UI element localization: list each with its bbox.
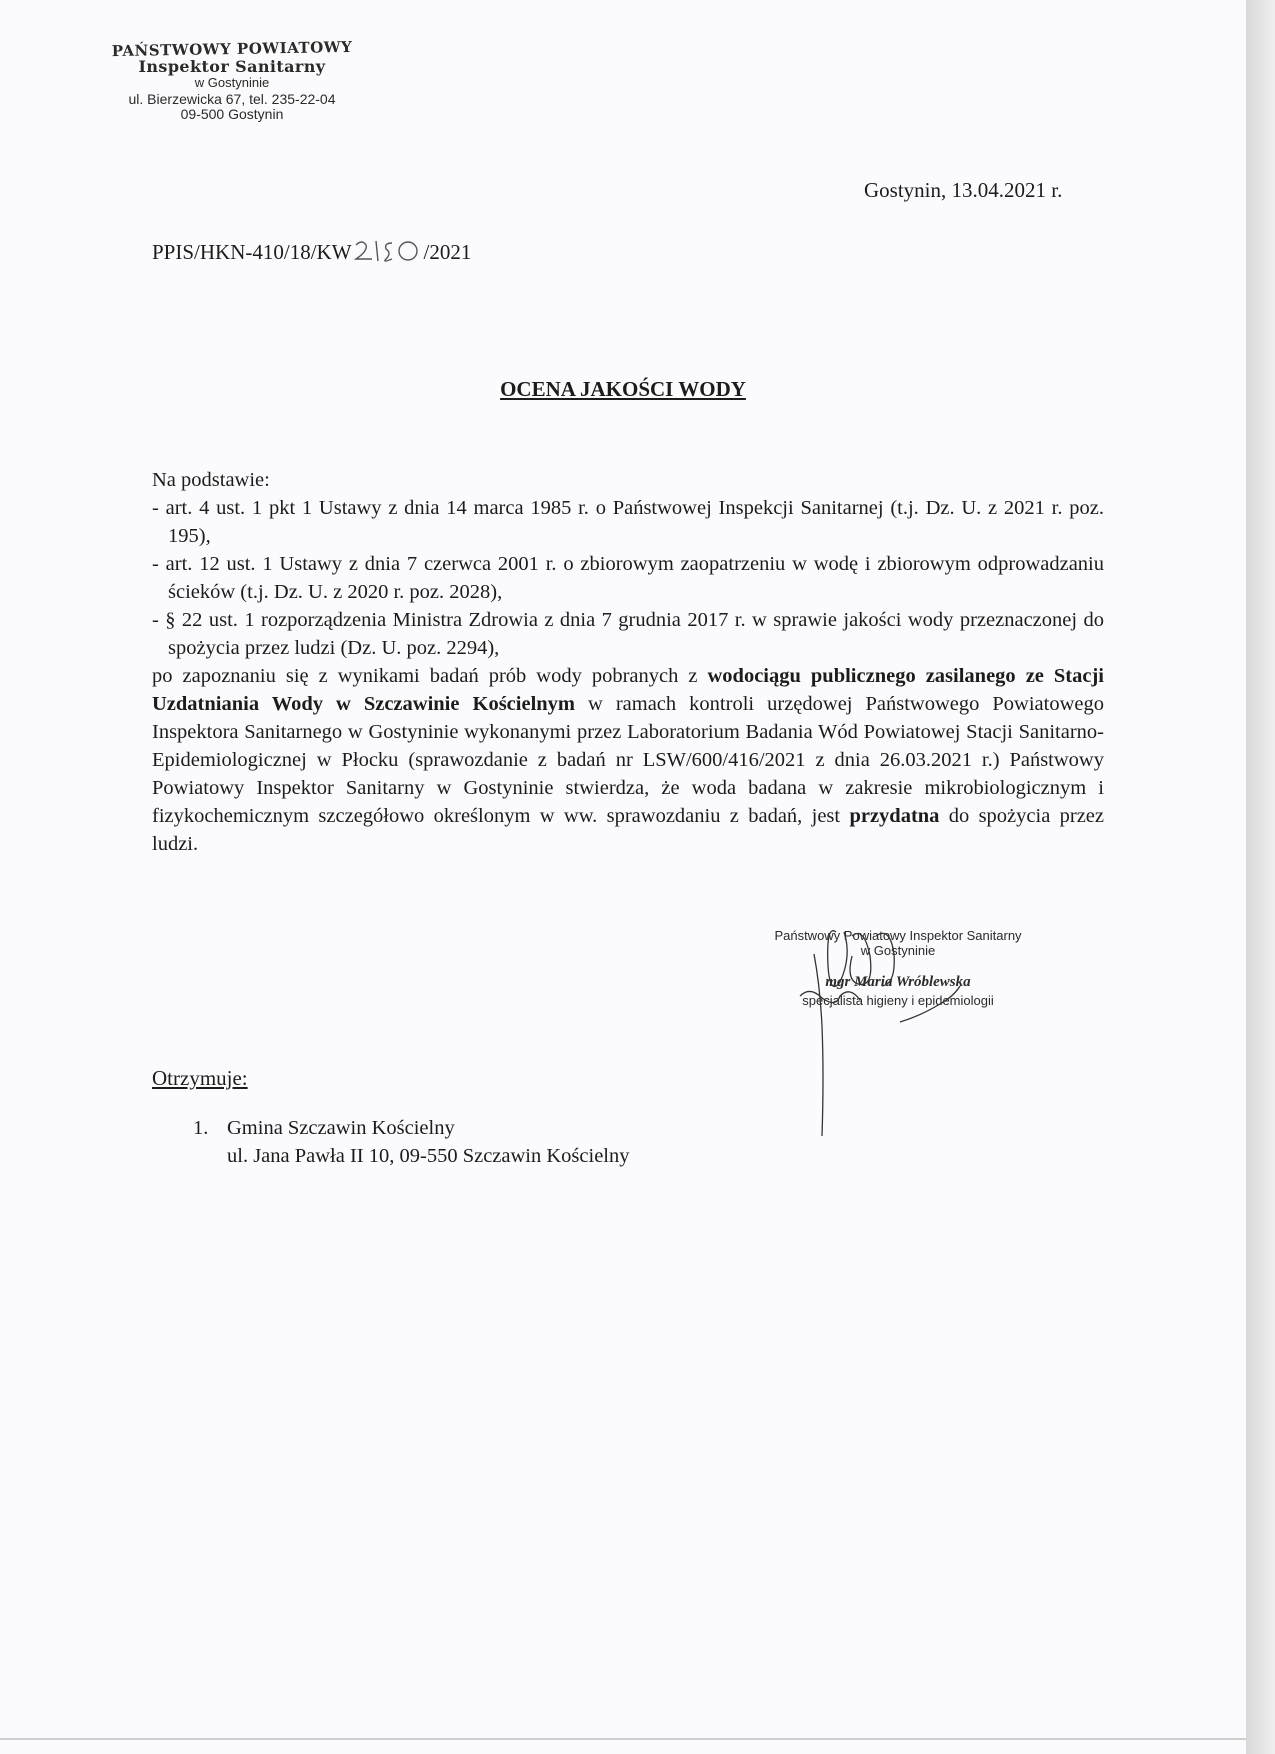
- signature-line-1: Państwowy Powiatowy Inspektor Sanitarny: [774, 928, 1022, 943]
- scan-margin: [1246, 0, 1275, 1754]
- signature-line-2: w Gostyninie: [860, 943, 936, 958]
- reference-prefix: PPIS/HKN-410/18/KW: [152, 240, 352, 264]
- finding-paragraph: [152, 662, 1104, 858]
- office-stamp: [82, 37, 382, 122]
- stamp-line-2: Inspektor Sanitarny: [138, 57, 326, 76]
- handwritten-number: [352, 237, 424, 265]
- reference-number: [152, 237, 471, 265]
- document-title: OCENA JAKOŚCI WODY: [500, 377, 746, 401]
- stamp-line-1: PAŃSTWOWY POWIATOWY: [111, 37, 353, 61]
- water-source: wodociągu publicznego zasilanego ze Stacji Uzdatniania Wody w Szczawinie Kościelnym: [152, 665, 1104, 715]
- finding-text: po zapoznaniu się z wynikami badań prób wody pobranych z: [152, 665, 708, 687]
- recipient-item: [193, 1114, 630, 1170]
- body-intro: Na podstawie:: [152, 469, 270, 491]
- stamp-line-4: ul. Bierzewicka 67, tel. 235-22-04: [128, 91, 336, 107]
- legal-basis-item: - § 22 ust. 1 rozporządzenia Ministra Zdrowia z dnia 7 grudnia 2017 r. w sprawie jakości wody przeznaczonej do spożycia przez ludzi (Dz. U. poz. 2294),: [152, 609, 1104, 659]
- scan-edge-line: [0, 1738, 1246, 1740]
- verdict: przydatna: [849, 805, 940, 827]
- recipient-address: ul. Jana Pawła II 10, 09-550 Szczawin Kościelny: [227, 1145, 630, 1167]
- recipient-number: 1.: [193, 1117, 209, 1139]
- stamp-line-3: w Gostyninie: [194, 75, 270, 90]
- recipients-label: Otrzymuje:: [152, 1066, 248, 1090]
- signatory-title: specjalista higieny i epidemiologii: [802, 993, 994, 1008]
- document-body: [152, 466, 1104, 858]
- finding-text: w ramach kontroli urzędowej Państwowego Powiatowego Inspektora Sanitarnego w Gostyninie wykonanymi przez Laboratorium Badania Wód Powiatowej Stacji Sanitarno-Epidemiologicznej w Płocku (sprawozdanie z badań nr LSW/600/416/2021 z dnia 26.03.2021 r.) Państwowy Powiatowy Inspektor Sanitarny w Gostyninie stwierdza, że woda badana w zakresie mikrobiologicznym i fizykochemicznym szczegółowo określonym w ww. sprawozdaniu z badań, jest: [152, 693, 1105, 827]
- recipient-name: Gmina Szczawin Kościelny: [227, 1117, 455, 1139]
- legal-basis-item: - art. 12 ust. 1 Ustawy z dnia 7 czerwca 2001 r. o zbiorowym zaopatrzeniu w wodę i zbiorowym odprowadzaniu ścieków (t.j. Dz. U. z 2020 r. poz. 2028),: [152, 553, 1104, 603]
- signatory-name: mgr Maria Wróblewska: [825, 974, 971, 990]
- legal-basis-item: - art. 4 ust. 1 pkt 1 Ustawy z dnia 14 marca 1985 r. o Państwowej Inspekcji Sanitarnej (t.j. Dz. U. z 2021 r. poz. 195),: [152, 497, 1104, 547]
- finding-text: do spożycia przez ludzi.: [152, 805, 1105, 855]
- reference-suffix: /2021: [423, 240, 472, 264]
- stamp-line-5: 09-500 Gostynin: [180, 106, 284, 122]
- document-date: Gostynin, 13.04.2021 r.: [864, 178, 1063, 202]
- handwritten-signature: [740, 926, 1070, 1142]
